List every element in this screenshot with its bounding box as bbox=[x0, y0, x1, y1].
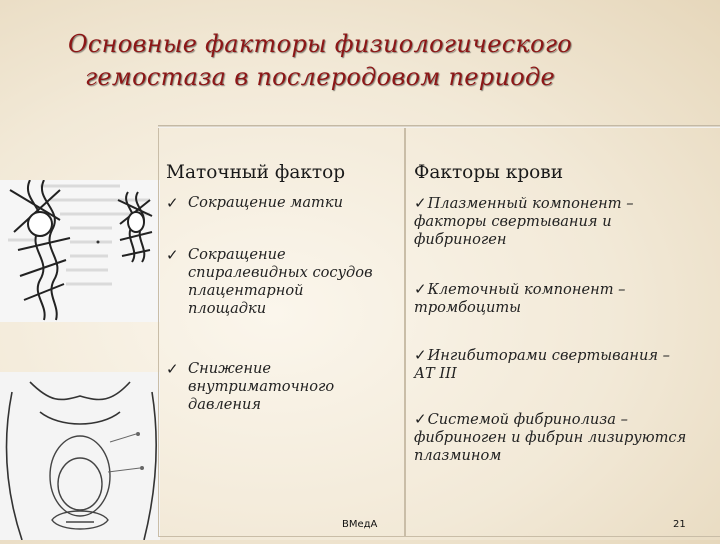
bullet-line: факторы свертывания и bbox=[414, 213, 612, 230]
bullet-line: Снижение bbox=[188, 360, 272, 377]
slide-title-line-1: Основные факторы физиологического bbox=[67, 30, 573, 58]
uterus-outline bbox=[50, 436, 110, 529]
bullet-line: Клеточный компонент – bbox=[427, 281, 626, 298]
spiral-vessels-drawing bbox=[0, 180, 160, 322]
bullet-line: фибриноген bbox=[414, 231, 507, 248]
bullet-line: плазмином bbox=[414, 447, 502, 464]
bullet-line: АТ III bbox=[414, 365, 457, 382]
thrombus-left bbox=[28, 212, 52, 236]
left-column-frame bbox=[158, 125, 405, 537]
bullet-line: фибриноген и фибрин лизируются bbox=[414, 429, 687, 446]
bullet-line: внутриматочного bbox=[188, 378, 335, 395]
check-icon: ✓ bbox=[414, 346, 427, 364]
slide-title bbox=[0, 28, 640, 94]
check-icon: ✓ bbox=[414, 194, 427, 212]
bullet-line: Ингибиторами свертывания – bbox=[427, 347, 670, 364]
check-icon: ✓ bbox=[166, 194, 179, 212]
right-column-frame bbox=[405, 125, 720, 537]
bullet-line: Системой фибринолиза – bbox=[427, 411, 628, 428]
bullet-line: Плазменный компонент – bbox=[427, 195, 634, 212]
bullet-line: плацентарной bbox=[188, 282, 304, 299]
bullet-plasma-component bbox=[414, 194, 634, 249]
blood-factors-heading: Факторы крови bbox=[414, 162, 564, 183]
check-icon: ✓ bbox=[414, 280, 427, 298]
bullet-cellular-component bbox=[414, 280, 625, 317]
footer-source: ВМедА bbox=[342, 519, 378, 530]
slide-title-line-2: гемостаза в послеродовом периоде bbox=[84, 63, 555, 91]
dot-mark bbox=[97, 241, 100, 244]
bullet-inhibitors bbox=[414, 346, 670, 383]
uterus-illustration bbox=[0, 372, 160, 540]
check-icon: ✓ bbox=[166, 360, 179, 378]
uterus-drawing bbox=[0, 372, 160, 540]
bullet-line: спиралевидных сосудов bbox=[188, 264, 373, 281]
bullet-line: давления bbox=[188, 396, 262, 413]
spiral-vessels-illustration bbox=[0, 180, 160, 322]
bullet-line: Сокращение матки bbox=[188, 194, 343, 211]
bullet-fibrinolysis bbox=[414, 410, 686, 465]
thrombus-right bbox=[128, 212, 144, 232]
uterine-factor-heading: Маточный фактор bbox=[166, 162, 346, 183]
bullet-line: тромбоциты bbox=[414, 299, 522, 316]
bullet-line: площадки bbox=[188, 300, 267, 317]
page-number: 21 bbox=[673, 519, 686, 530]
label-lines bbox=[108, 433, 144, 473]
check-icon: ✓ bbox=[166, 246, 179, 264]
check-icon: ✓ bbox=[414, 410, 427, 428]
bullet-line: Сокращение bbox=[188, 246, 286, 263]
